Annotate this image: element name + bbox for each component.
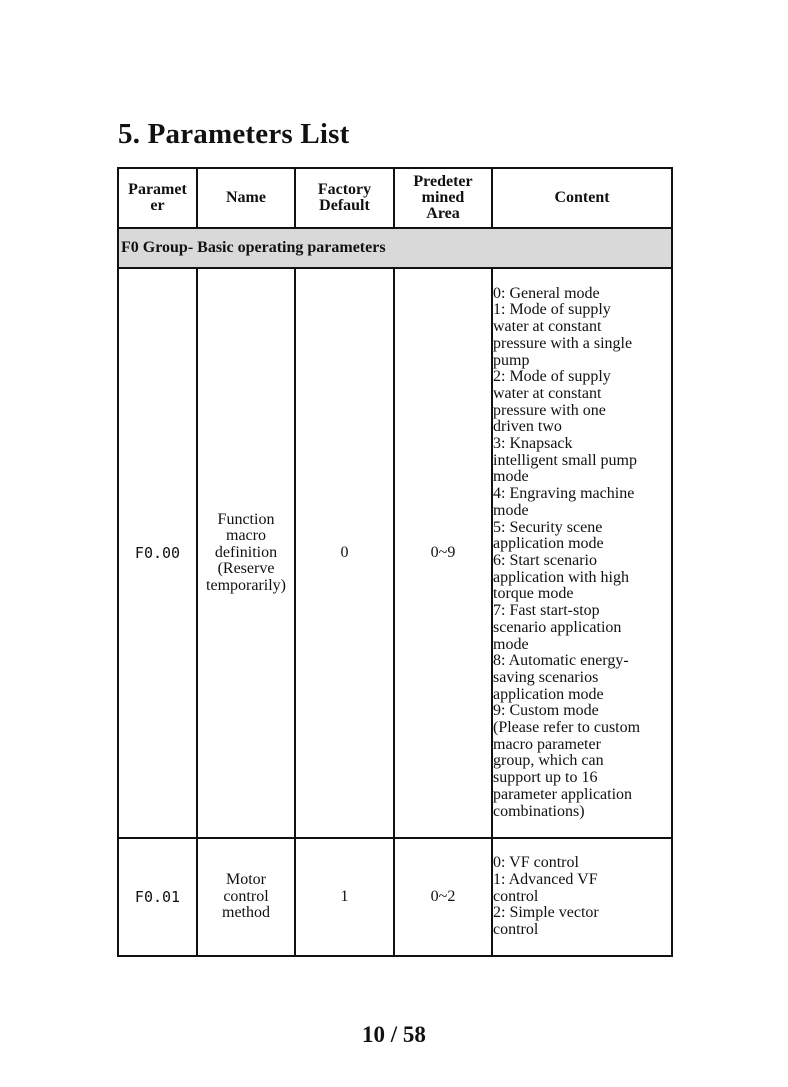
parameter-name: Function macro definition (Reserve temporarily) [197,268,295,838]
header-name: Name [197,168,295,228]
parameter-default: 0 [295,268,394,838]
table-header-row [118,168,672,228]
parameter-area: 0~2 [394,838,492,956]
parameter-content: 0: General mode 1: Mode of supply water at constant pressure with a single pump 2: Mode of supply water at constant pressure with one driven two 3: Knapsack intelligent small pump mode 4: Engraving machine mode 5: Security scene application mode 6: Start scenario application with high torque mode 7: Fast start-stop scenario application mode 8: Automatic energy- saving scenarios application mode 9: Custom mode (Please refer to custom macro parameter group, which can support up to 16 parameter application combinations) [492,268,672,838]
header-content: Content [492,168,672,228]
group-title: F0 Group- Basic operating parameters [118,228,672,268]
parameter-content: 0: VF control 1: Advanced VF control 2: Simple vector control [492,838,672,956]
page-title: 5. Parameters List [118,118,350,150]
header-predetermined-area: Predeter mined Area [394,168,492,228]
group-row [118,228,672,268]
parameter-name: Motor control method [197,838,295,956]
page-number: 10 / 58 [362,1022,426,1047]
table-row [118,268,672,838]
header-parameter: Paramet er [118,168,197,228]
parameter-code: F0.00 [118,268,197,838]
table-row [118,838,672,956]
header-factory-default: Factory Default [295,168,394,228]
parameter-area: 0~9 [394,268,492,838]
parameter-code: F0.01 [118,838,197,956]
parameter-default: 1 [295,838,394,956]
parameters-table [117,167,673,957]
